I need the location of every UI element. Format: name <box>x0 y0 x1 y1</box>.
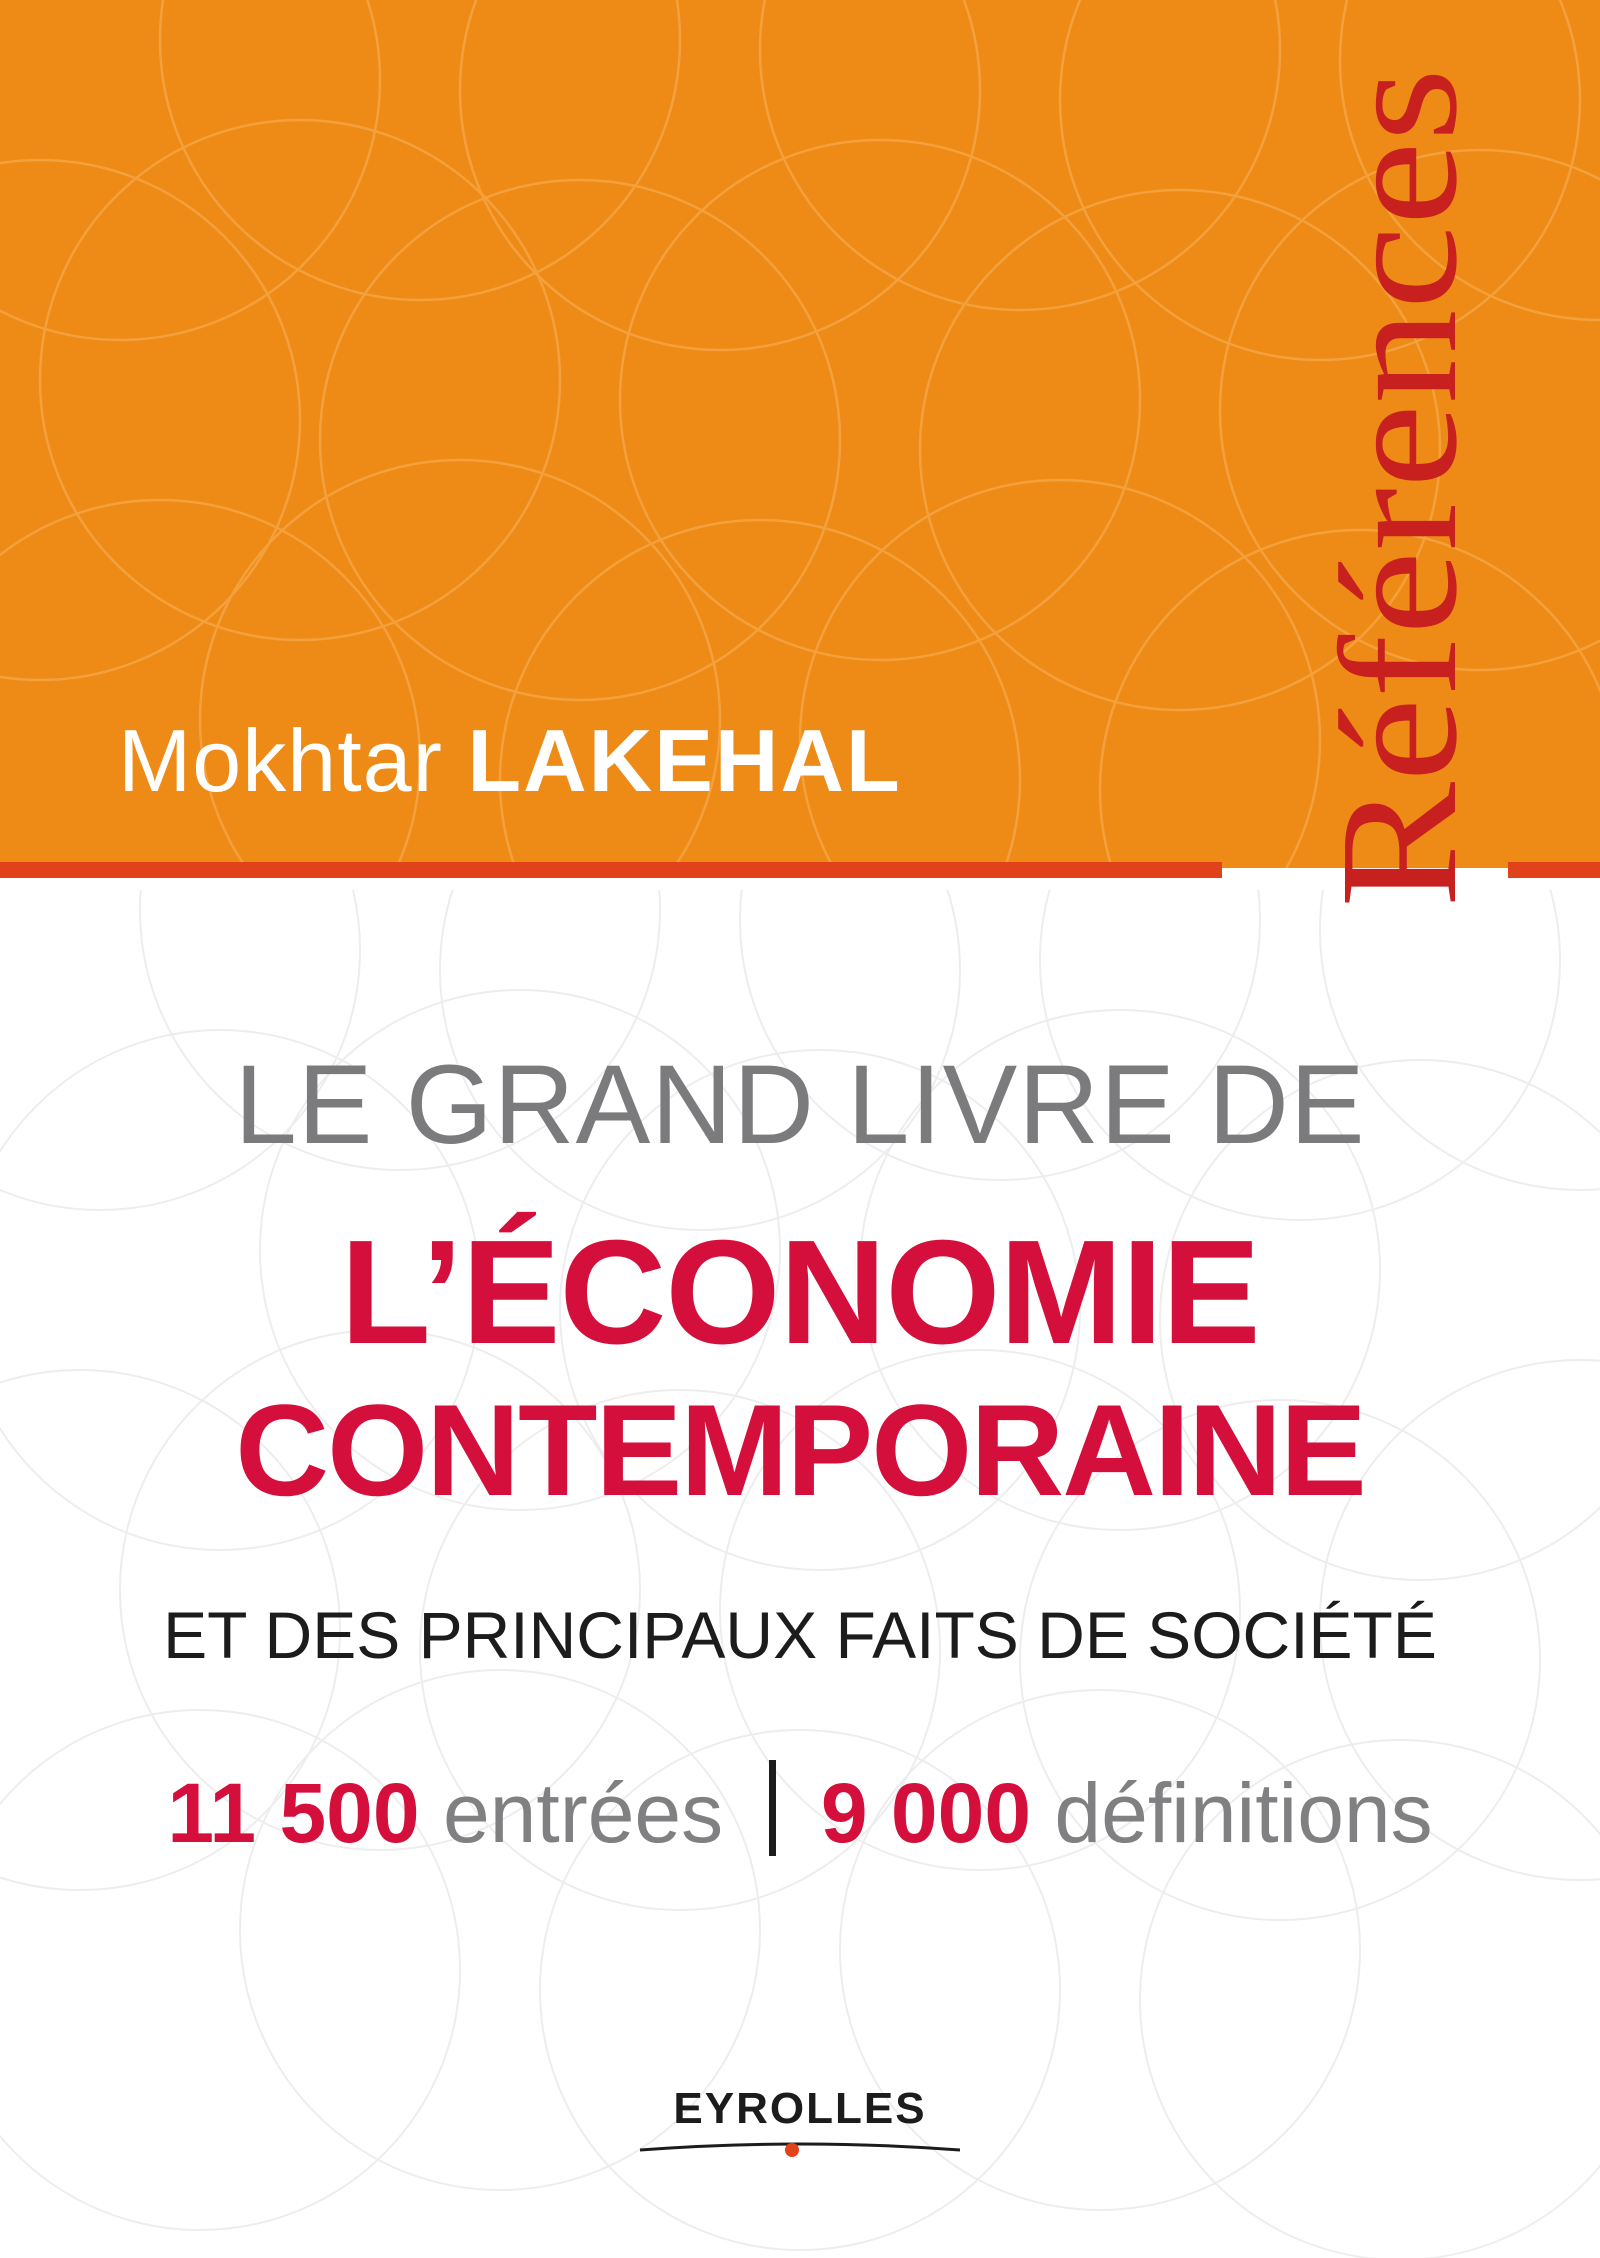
publisher-name: EYROLLES <box>673 2084 927 2133</box>
author-name <box>118 706 902 816</box>
publisher-logo <box>640 2082 960 2172</box>
definitions-label: définitions <box>1054 1766 1433 1860</box>
series-label <box>1255 60 1495 910</box>
series-title: Références <box>1306 161 1492 908</box>
publisher-swoosh-icon <box>640 2136 960 2166</box>
subtitle: ET DES PRINCIPAUX FAITS DE SOCIÉTÉ <box>163 1598 1437 1672</box>
entries-label: entrées <box>442 1766 724 1860</box>
divider-rule-right <box>1508 862 1600 878</box>
title-line-2: L’ÉCONOMIE <box>340 1210 1260 1375</box>
book-stats <box>0 1758 1600 1868</box>
divider-rule-left <box>0 862 1222 878</box>
stats-separator <box>769 1760 776 1856</box>
author-last-name: LAKEHAL <box>467 711 902 810</box>
author-first-name: Mokhtar <box>118 711 443 810</box>
entries-number: 11 500 <box>167 1766 420 1860</box>
title-line-3: CONTEMPORAINE <box>235 1377 1365 1523</box>
title-line-1: LE GRAND LIVRE DE <box>234 1042 1366 1167</box>
definitions-number: 9 000 <box>820 1766 1032 1860</box>
